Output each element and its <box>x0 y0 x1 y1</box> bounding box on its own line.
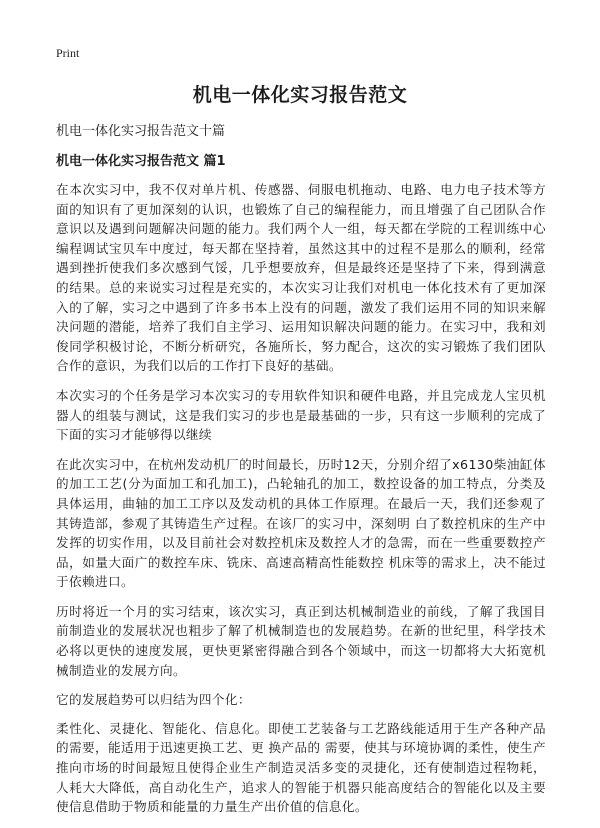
paragraph: 柔性化、灵捷化、智能化、信息化。即使工艺装备与工艺路线能适用于生产各种产品的需要，能适用于迅速更换工艺、更 换产品的 需要，使其与环境协调的柔性，使生产推向市场的时间最短且使得企业生产制造灵活多变的灵捷化，还有使制造过程物耗，人耗大大降低，高自动化生产，追求人的智能于机器只能高度结合的智能化以及主要使信息借助于物质和能量的力量生产出价值的信息化。 <box>56 720 546 815</box>
paragraph: 本次实习的个任务是学习本次实习的专用软件知识和硬件电路，并且完成龙人宝贝机器人的组装与测试，这是我们实习的步也是最基础的一步，只有这一步顺利的完成了下面的实习才能够得以继续 <box>56 387 546 443</box>
section-heading: 机电一体化实习报告范文 篇1 <box>56 154 226 169</box>
document-subtitle: 机电一体化实习报告范文十篇 <box>56 124 226 139</box>
print-link[interactable]: Print <box>56 46 80 60</box>
article-body <box>56 180 546 827</box>
paragraph: 它的发展趋势可以归结为四个化： <box>56 692 251 708</box>
paragraph: 历时将近一个月的实习结束，该次实习，真正到达机械制造业的前线，了解了我国目前制造业的发展状况也粗步了解了机械制造也的发展趋势。在新的世纪里，科学技术必将以更快的速度发展，更快更紧密得融合到各个领域中，而这一切都将大大拓宽机械制造业的发展方向。 <box>56 603 546 678</box>
page-title: 机电一体化实习报告范文 <box>192 84 408 106</box>
paragraph: 在此次实习中，在杭州发动机厂的时间最长，历时12天，分别介绍了x6130柴油缸体的加工工艺(分为面加工和孔加工)，凸轮轴孔的加工，数控设备的加工特点，分类及具体运用，曲轴的加工工序以及发动机的具体工作原理。在最后一天，我们还参观了其铸造部，参观了其铸造生产过程。在该厂的实习中，深刻明 白了数控机床的生产中发挥的切实作用，以及目前社会对数控机床及数控人才的急需，而在一些重要数控产品，如量大面广的数控车床、铣床、高速高精高性能数控 机床等的需求上，决不能过于依赖进口。 <box>56 456 546 590</box>
paragraph: 在本次实习中，我不仅对单片机、传感器、伺服电机拖动、电路、电力电子技术等方面的知识有了更加深刻的认识，也锻炼了自己的编程能力，而且增强了自己团队合作意识以及遇到问题解决问题的能力。我们两个人一组，每天都在学院的工程训练中心编程调试宝贝车中度过，每天都在坚持着，虽然这其中的过程不是那么的顺利，经常遇到挫折使我们多次感到气馁，几乎想要放弃，但是最终还是坚持了下来，得到满意的结果。总的来说实习过程是充实的，本次实习让我们对机电一体化技术有了更加深入的了解，实习之中遇到了许多书本上没有的问题，激发了我们运用不同的知识来解决问题的潜能，培养了我们自主学习、运用知识解决问题的能力。在实习中，我和刘俊同学积极讨论，不断分析研究，各施所长，努力配合，这次的实习锻炼了我们团队合作的意识，为我们以后的工作打下良好的基础。 <box>56 182 546 374</box>
